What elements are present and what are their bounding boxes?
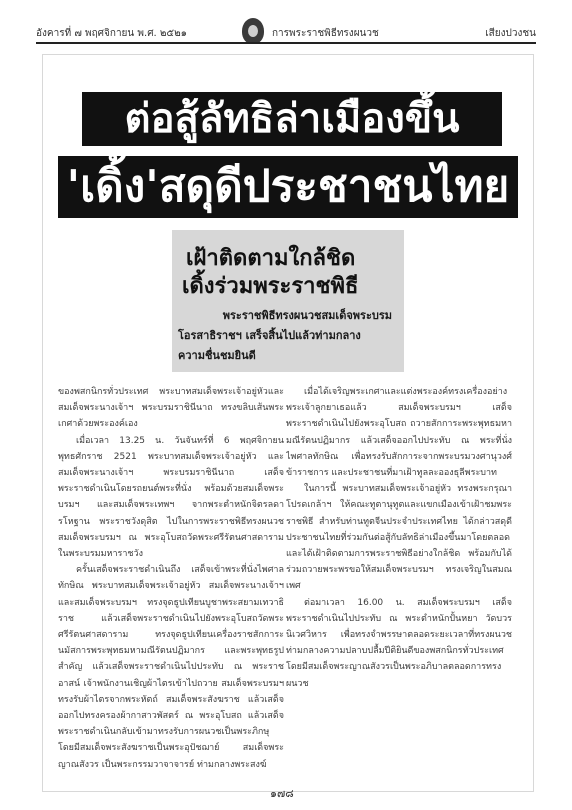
page-number: ๑๗๘ bbox=[270, 787, 294, 800]
subheadline-line-2: เดิ้งร่วมพระราชพิธี bbox=[182, 274, 359, 299]
subheadline-caption-2: โอรสาธิราชฯ เสร็จสิ้นไปแล้วท่ามกลาง bbox=[178, 329, 361, 342]
headline-line-2: 'เดิ้ง'สดุดีประชาชนไทย bbox=[58, 156, 518, 218]
article-paragraph: ครั้นเสด็จพระราชดำเนินถึง เสด็จเข้าพระที่นั่งไพศาลทักษิณ พระบาทสมเด็จพระเจ้าอยู่หัว สมเด็จพระนางเจ้าฯ และสมเด็จพระบรมฯ ทรงจุดธูปเทียนบูชาพระสยามเทวาธิราช แล้วเสด็จพระราชดำเนินไปยังพระอุโบสถวัดพระศรีรัตนศาสดาราม ทรงจุดธูปเทียนเครื่องราชสักการะนมัสการพระพุทธมหามณีรัตนปฏิมากร และพระพุทธรูปสำคัญ แล้วเสด็จพระราชดำเนินไปประทับ ณ พระราชอาสน์ เจ้าพนักงานเชิญผ้าไตรเข้าไปถวาย สมเด็จพระบรมฯ ทรงรับผ้าไตรจากพระหัตถ์ สมเด็จพระสังฆราช แล้วเสด็จออกไปทรงครองผ้ากาสาวพัสตร์ ณ พระอุโบสถ แล้วเสด็จพระราชดำเนินกลับเข้ามาทรงรับการผนวชเป็นพระภิกษุ โดยมีสมเด็จพระสังฆราชเป็นพระอุปัชฌาย์ สมเด็จพระญาณสังวร เป็นพระกรรมวาจาจารย์ ท่ามกลางพระสงฆ์ bbox=[58, 565, 284, 769]
article-paragraph: ต่อมาเวลา 16.00 น. สมเด็จพระบรมฯ เสด็จพระราชดำเนินไปประทับ ณ พระตำหนักปั้นหยา วัดบวรนิเวศวิหาร เพื่อทรงจำพรรษาตลอดระยะเวลาที่ทรงผนวช ท่ามกลางความปลาบปลื้มปีติยินดีของพสกนิกรทั่วประเทศ โดยมีสมเด็จพระญาณสังวรเป็นพระอภิบาลตลอดการทรงผนวช bbox=[286, 597, 512, 689]
subheadline-line-1: เฝ้าติดตามใกล้ชิด bbox=[186, 246, 356, 271]
royal-emblem-icon bbox=[242, 18, 264, 44]
article-paragraph: ในการนี้ พระบาทสมเด็จพระเจ้าอยู่หัว ทรงพระกรุณาโปรดเกล้าฯ ให้คณะทูตานุทูตและแขกเมืองเข้าเฝ้าชมพระราชพิธี สำหรับท่านทูตจีนประจำประเทศไทย ได้กล่าวสดุดีประชาชนไทยที่ร่วมกันต่อสู้กับลัทธิล่าเมืองขึ้นมาโดยตลอด และได้เฝ้าติดตามการพระราชพิธีอย่างใกล้ชิด พร้อมกับได้ร่วมถวายพระพรขอให้สมเด็จพระบรมฯ ทรงเจริญในสมณเพศ bbox=[286, 484, 512, 592]
article-paragraph: เมื่อได้เจริญพระเกศาและแต่งพระองค์ทรงเครื่องอย่างพระเจ้าลูกยาเธอแล้ว สมเด็จพระบรมฯ เสด็จพระราชดำเนินไปยังพระอุโบสถ ถวายสักการะพระพุทธมหามณีรัตนปฏิมากร แล้วเสด็จออกไปประทับ ณ พระที่นั่งไพศาลทักษิณ เพื่อทรงรับสักการะจากพระบรมวงศานุวงศ์ ข้าราชการ และประชาชนที่มาเฝ้าทูลละอองธุลีพระบาท bbox=[286, 387, 512, 479]
newspaper-name: เสียงปวงชน bbox=[485, 28, 536, 39]
page-header bbox=[36, 18, 536, 44]
article-column-right bbox=[286, 384, 512, 769]
article-paragraph: เมื่อเวลา 13.25 น. วันจันทร์ที่ 6 พฤศจิกายน พุทธศักราช 2521 พระบาทสมเด็จพระเจ้าอยู่หัว และสมเด็จพระนางเจ้าฯ พระบรมราชินีนาถ เสด็จพระราชดำเนินโดยรถยนต์พระที่นั่ง พร้อมด้วยสมเด็จพระบรมฯ และสมเด็จพระเทพฯ จากพระตำหนักจิตรลดารโหฐาน พระราชวังดุสิต ไปในการพระราชพิธีทรงผนวชสมเด็จพระบรมฯ ณ พระอุโบสถวัดพระศรีรัตนศาสดาราม ในพระบรมมหาราชวัง bbox=[58, 435, 284, 560]
header-date: อังคารที่ ๗ พฤศจิกายน พ.ศ. ๒๕๒๑ bbox=[36, 28, 188, 39]
header-title: การพระราชพิธีทรงผนวช bbox=[272, 28, 379, 39]
article-column-left bbox=[58, 384, 284, 769]
article-paragraph: ของพสกนิกรทั่วประเทศ พระบาทสมเด็จพระเจ้าอยู่หัวและสมเด็จพระนางเจ้าฯ พระบรมราชินีนาถ ทรงขลิบเส้นพระเกศาด้วยพระองค์เอง bbox=[58, 387, 284, 430]
header-divider bbox=[36, 42, 536, 44]
headline-line-1: ต่อสู้ลัทธิล่าเมืองขึ้น bbox=[82, 92, 502, 146]
subheadline-box bbox=[172, 230, 404, 372]
subheadline-caption-1: พระราชพิธีทรงผนวชสมเด็จพระบรม bbox=[222, 309, 392, 322]
subheadline-caption-3: ความชื่นชมยินดี bbox=[178, 349, 256, 362]
